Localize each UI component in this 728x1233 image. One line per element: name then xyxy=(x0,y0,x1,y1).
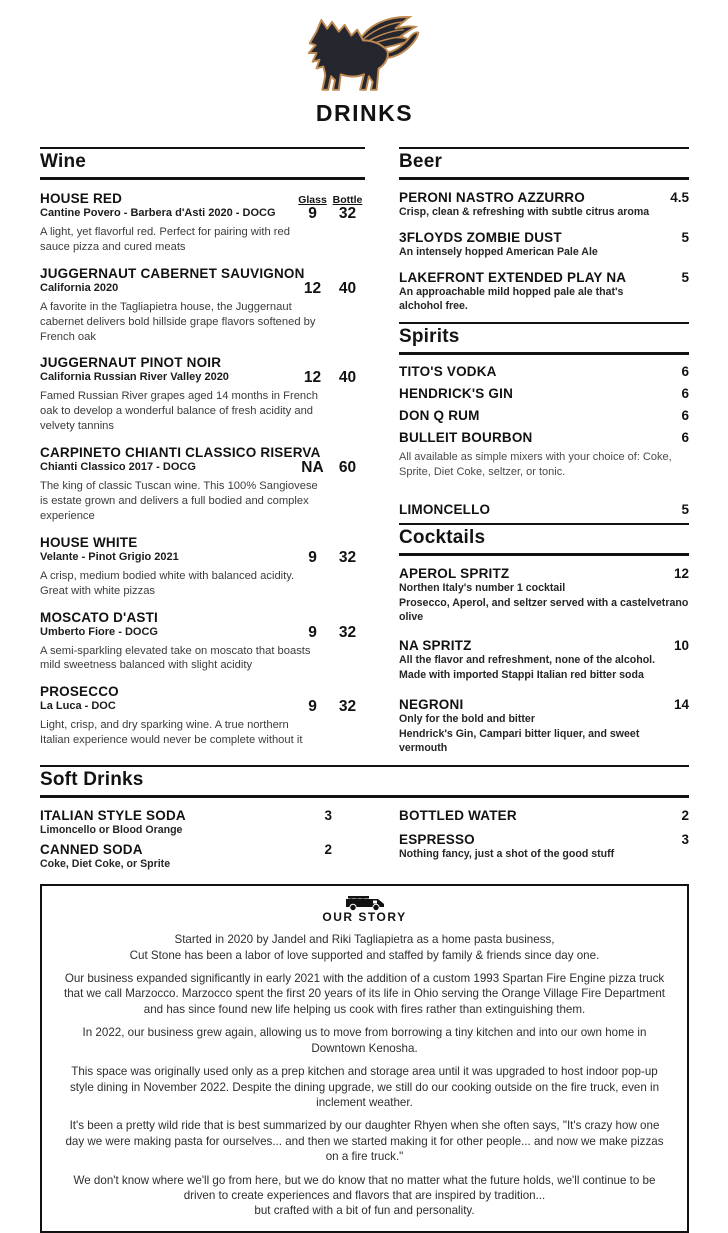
spirit-item-name: LIMONCELLO xyxy=(399,501,491,517)
wine-item-subtitle: Cantine Povero - Barbera d'Asti 2020 - DOCG xyxy=(40,207,276,219)
wine-item xyxy=(40,266,365,345)
soft-drink-name: CANNED SODA xyxy=(40,842,143,858)
cocktails-heading: Cocktails xyxy=(399,523,689,556)
glass-price: 9 xyxy=(308,698,317,716)
story-line: but crafted with a bit of fun and personality. xyxy=(254,1204,475,1218)
page-title: DRINKS xyxy=(315,100,414,126)
story-heading: OUR STORY xyxy=(322,910,407,925)
spirit-item-name: HENDRICK'S GIN xyxy=(399,385,514,401)
soft-drink-price: 2 xyxy=(681,808,689,824)
wine-item-name: JUGGERNAUT PINOT NOIR xyxy=(40,355,222,371)
spirit-item xyxy=(399,502,689,517)
spirit-item-name: TITO'S VODKA xyxy=(399,363,497,379)
soft-drink-item xyxy=(40,808,332,838)
spirit-item xyxy=(399,364,689,379)
beer-item-description: An approachable mild hopped pale ale that's alchohol free. xyxy=(399,285,624,312)
wine-item-name: CARPINETO CHIANTI CLASSICO RISERVA xyxy=(40,445,321,461)
wine-item-name: PROSECCO xyxy=(40,684,119,700)
cocktails-section xyxy=(399,523,689,757)
soft-drink-description: Limoncello or Blood Orange xyxy=(40,824,183,837)
brand-header xyxy=(40,8,689,127)
soft-drink-price: 3 xyxy=(324,808,332,824)
soft-drink-item xyxy=(399,832,689,862)
glass-price: 9 xyxy=(308,548,317,566)
cocktail-item-description: Prosecco, Aperol, and seltzer served with a castelvetrano olive xyxy=(399,596,689,623)
spirit-item xyxy=(399,430,689,445)
wine-item-prices xyxy=(295,369,365,387)
soft-drink-name: BOTTLED WATER xyxy=(399,808,517,824)
glass-price: 12 xyxy=(303,279,322,297)
spirit-item-name: DON Q RUM xyxy=(399,407,480,423)
beer-item-description: Crisp, clean & refreshing with subtle citrus aroma xyxy=(399,206,650,218)
wine-section xyxy=(40,147,365,756)
fire-truck-icon xyxy=(343,892,387,912)
story-paragraph xyxy=(64,1173,665,1219)
glass-price: NA xyxy=(301,459,324,477)
wine-item-subtitle: Chianti Classico 2017 - DOCG xyxy=(40,461,196,474)
spirits-heading: Spirits xyxy=(399,322,689,355)
wine-item-subtitle: California Russian River Valley 2020 xyxy=(40,371,229,384)
beer-item-name: LAKEFRONT EXTENDED PLAY NA xyxy=(399,269,627,285)
cocktail-item-description: Hendrick's Gin, Campari bitter liquer, and sweet vermouth xyxy=(399,728,640,755)
glass-price: 12 xyxy=(303,369,322,387)
wine-item-description: Light, crisp, and dry sparking wine. A true northern Italian experience would never be complete without it xyxy=(40,719,303,747)
glass-price: 9 xyxy=(308,623,317,641)
glass-column-header: Glass xyxy=(298,194,327,206)
spirit-item xyxy=(399,408,689,423)
wine-item xyxy=(40,610,365,674)
soft-drink-price: 2 xyxy=(324,842,332,858)
wine-item-description: A crisp, medium bodied white with balanced acidity. Great with white pizzas xyxy=(40,569,295,597)
wine-heading: Wine xyxy=(40,147,365,180)
soft-drink-name: ESPRESSO xyxy=(399,832,475,848)
wine-item-prices xyxy=(295,280,365,298)
wine-item-name: MOSCATO D'ASTI xyxy=(40,609,159,625)
beer-item-name: PERONI NASTRO AZZURRO xyxy=(399,190,585,205)
beer-item-price: 4.5 xyxy=(670,190,689,205)
cocktail-item-name: NEGRONI xyxy=(399,697,464,713)
beer-item xyxy=(399,190,689,220)
cocktail-item-price: 14 xyxy=(673,697,689,713)
cocktail-item xyxy=(399,697,689,756)
beer-item-price: 5 xyxy=(681,269,689,285)
wine-item-subtitle: Umberto Fiore - DOCG xyxy=(40,625,158,638)
our-story-box xyxy=(40,884,689,1233)
cocktail-item-description: Northen Italy's number 1 cocktail xyxy=(399,581,566,594)
bottle-price: 32 xyxy=(338,548,357,566)
spirit-item-price: 6 xyxy=(681,429,689,445)
story-line: Cut Stone has been a labor of love supported and staffed by family & friends since day one. xyxy=(129,948,600,962)
wine-item-name: HOUSE WHITE xyxy=(40,534,138,550)
bottle-price: 60 xyxy=(338,459,357,477)
spirit-item-price: 6 xyxy=(681,363,689,379)
spirit-item-price: 6 xyxy=(681,385,689,401)
wine-item-prices xyxy=(295,205,365,223)
story-paragraph: This space was originally used only as a prep kitchen and storage area until it was upgraded to host indoor pop-up style dining in November 2022. Despite the dining upgrade, we still do our cooking outside on the fire truck, even in inclement weather. xyxy=(69,1065,660,1109)
beer-heading: Beer xyxy=(399,147,689,180)
soft-drink-item xyxy=(399,808,689,823)
spirit-item-price: 5 xyxy=(681,501,689,517)
soft-drinks-section xyxy=(40,765,689,872)
cocktail-item xyxy=(399,638,689,683)
wine-item-prices xyxy=(295,459,365,477)
soft-drink-item xyxy=(40,842,332,872)
story-paragraph: Our business expanded significantly in early 2021 with the addition of a custom 1993 Spartan Fire Engine pizza truck that we call Marzocco. Marzocco spent the first 20 years of its life in Ohio serving the Orange Village Fire Department and has since found new life helping us cook with fires rather than extinguishing them. xyxy=(64,972,665,1016)
story-paragraph xyxy=(64,932,665,963)
bottle-price: 32 xyxy=(338,623,357,641)
wine-item xyxy=(40,191,365,255)
beer-section xyxy=(399,147,689,314)
beer-item xyxy=(399,270,689,314)
bottle-price: 40 xyxy=(338,369,357,387)
bottle-column-header: Bottle xyxy=(332,194,363,206)
soft-drink-description: Nothing fancy, just a shot of the good stuff xyxy=(399,848,615,861)
beer-item-description: An intensely hopped American Pale Ale xyxy=(399,245,598,258)
spirits-section xyxy=(399,322,689,517)
cocktail-item-name: NA SPRITZ xyxy=(399,638,472,654)
bottle-price: 40 xyxy=(338,279,357,297)
wine-item xyxy=(40,355,365,434)
beer-item xyxy=(399,230,689,260)
wine-item-prices xyxy=(295,624,365,642)
spirit-item xyxy=(399,386,689,401)
wine-item xyxy=(40,445,365,524)
soft-drink-price: 3 xyxy=(681,832,689,848)
winged-lion-logo-icon xyxy=(301,8,429,96)
soft-drink-name: ITALIAN STYLE SODA xyxy=(40,808,186,824)
cocktail-item xyxy=(399,566,689,625)
cocktail-item-description: Made with imported Stappi Italian red bitter soda xyxy=(399,669,644,682)
cocktail-item-name: APEROL SPRITZ xyxy=(399,565,510,581)
story-paragraph: In 2022, our business grew again, allowing us to move from borrowing a tiny kitchen and into our own home in Downtown Kenosha. xyxy=(82,1026,647,1055)
cocktail-item-description: Only for the bold and bitter xyxy=(399,713,535,726)
spirits-mixers-note: All available as simple mixers with your choice of: Coke, Sprite, Diet Coke, seltzer, or tonic. xyxy=(399,450,672,478)
spirit-item-price: 6 xyxy=(681,407,689,423)
spirit-item-name: BULLEIT BOURBON xyxy=(399,429,533,445)
soft-drinks-heading: Soft Drinks xyxy=(40,765,689,798)
story-line: Started in 2020 by Jandel and Riki Tagliapietra as a home pasta business, xyxy=(174,933,555,947)
wine-item-description: A semi-sparkling elevated take on moscato that boasts mild sweetness balanced with slight acidity xyxy=(40,644,311,672)
cocktail-item-description: All the flavor and refreshment, none of the alcohol. xyxy=(399,654,656,667)
bottle-price: 32 xyxy=(338,698,357,716)
beer-item-price: 5 xyxy=(681,229,689,245)
wine-item-description: A favorite in the Tagliapietra house, the Juggernaut cabernet delivers bold hillside grape flavors softened by French oak xyxy=(40,300,316,343)
glass-price: 9 xyxy=(308,205,317,222)
beer-item-name: 3FLOYDS ZOMBIE DUST xyxy=(399,229,562,245)
bottle-price: 32 xyxy=(338,205,357,222)
wine-item-prices xyxy=(295,549,365,567)
wine-item-name: HOUSE RED xyxy=(40,191,123,206)
wine-item-description: A light, yet flavorful red. Perfect for pairing with red sauce pizza and cured meats xyxy=(40,226,290,253)
wine-item-subtitle: La Luca - DOC xyxy=(40,700,116,713)
cocktail-item-price: 12 xyxy=(673,565,689,581)
wine-item-subtitle: California 2020 xyxy=(40,281,119,294)
wine-item xyxy=(40,535,365,599)
soft-drink-description: Coke, Diet Coke, or Sprite xyxy=(40,858,171,871)
cocktail-item-price: 10 xyxy=(673,638,689,654)
wine-item-description: The king of classic Tuscan wine. This 100% Sangiovese is estate grown and delivers a full bodied and complex experience xyxy=(40,480,318,522)
wine-item-description: Famed Russian River grapes aged 14 months in French oak to develop a wonderful balance of fresh acidity and velvety tannins xyxy=(40,390,318,433)
story-line: We don't know where we'll go from here, but we do know that no matter what the future holds, we'll continue to be driven to create experiences and flavors that are inspired by tradition... xyxy=(73,1173,656,1202)
wine-item-prices xyxy=(295,698,365,716)
wine-item-subtitle: Velante - Pinot Grigio 2021 xyxy=(40,550,179,563)
story-paragraph: It's been a pretty wild ride that is best summarized by our daughter Rhyen when she often says, "It's crazy how one day we were making pasta for ourselves... and then we started making it for other people... and now we make pizzas on a fire truck." xyxy=(65,1119,664,1164)
wine-item xyxy=(40,684,365,748)
wine-item-name: JUGGERNAUT CABERNET SAUVIGNON xyxy=(40,265,305,281)
